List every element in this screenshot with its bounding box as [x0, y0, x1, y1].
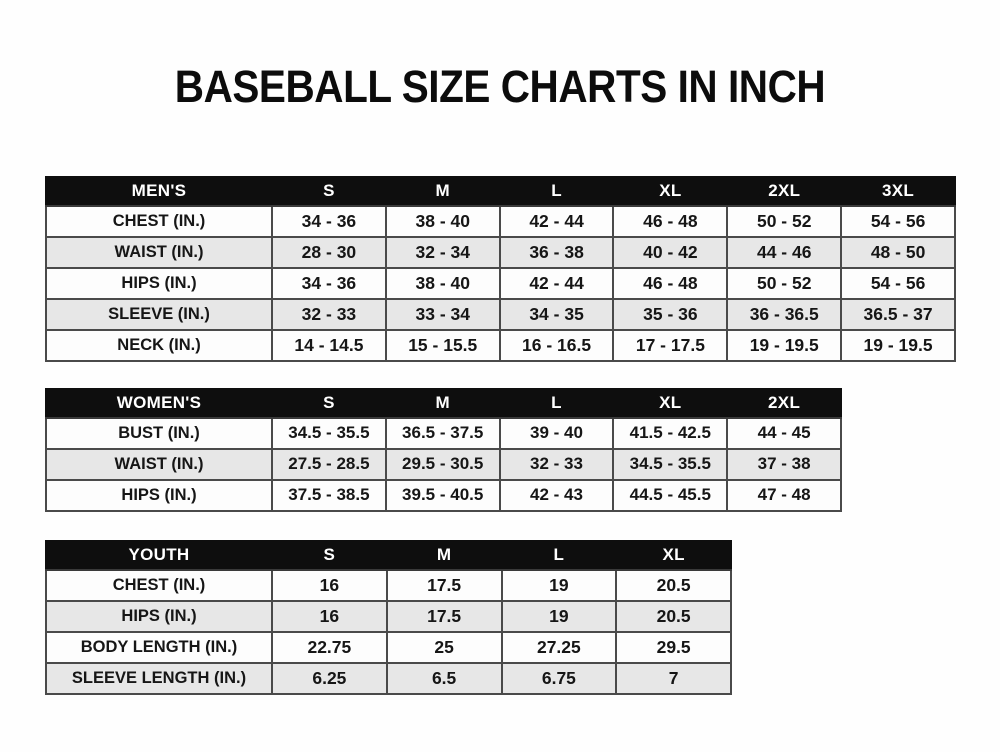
table-row	[46, 601, 731, 632]
row-label: CHEST (IN.)	[46, 206, 272, 237]
size-table-mens	[45, 176, 956, 362]
size-cell: 17.5	[387, 601, 502, 632]
size-cell: 22.75	[272, 632, 387, 663]
size-cell: 44.5 - 45.5	[613, 480, 727, 511]
row-label: BUST (IN.)	[46, 418, 272, 449]
size-cell: 19	[502, 601, 617, 632]
table-row	[46, 237, 955, 268]
column-header: S	[272, 177, 386, 206]
size-cell: 32 - 33	[272, 299, 386, 330]
size-cell: 40 - 42	[613, 237, 727, 268]
table-row	[46, 480, 841, 511]
column-header: M	[386, 389, 500, 418]
size-cell: 37 - 38	[727, 449, 841, 480]
table-row	[46, 449, 841, 480]
header-row	[46, 389, 841, 418]
row-label: HIPS (IN.)	[46, 268, 272, 299]
table-row	[46, 206, 955, 237]
size-cell: 16 - 16.5	[500, 330, 614, 361]
size-cell: 46 - 48	[613, 268, 727, 299]
size-cell: 36.5 - 37	[841, 299, 955, 330]
table-title-cell: MEN'S	[46, 177, 272, 206]
row-label: SLEEVE LENGTH (IN.)	[46, 663, 272, 694]
size-cell: 38 - 40	[386, 268, 500, 299]
size-cell: 42 - 44	[500, 206, 614, 237]
size-cell: 29.5	[616, 632, 731, 663]
size-chart-mens	[45, 176, 1000, 362]
row-label: HIPS (IN.)	[46, 601, 272, 632]
size-cell: 35 - 36	[613, 299, 727, 330]
size-cell: 42 - 44	[500, 268, 614, 299]
table-row	[46, 418, 841, 449]
table-row	[46, 632, 731, 663]
size-cell: 6.75	[502, 663, 617, 694]
size-cell: 19	[502, 570, 617, 601]
row-label: CHEST (IN.)	[46, 570, 272, 601]
row-label: WAIST (IN.)	[46, 449, 272, 480]
size-cell: 36 - 36.5	[727, 299, 841, 330]
size-cell: 27.5 - 28.5	[272, 449, 386, 480]
column-header: M	[386, 177, 500, 206]
size-cell: 32 - 33	[500, 449, 614, 480]
column-header: L	[502, 541, 617, 570]
column-header: 2XL	[727, 389, 841, 418]
table-row	[46, 268, 955, 299]
size-cell: 54 - 56	[841, 268, 955, 299]
size-cell: 34.5 - 35.5	[272, 418, 386, 449]
size-cell: 29.5 - 30.5	[386, 449, 500, 480]
size-cell: 32 - 34	[386, 237, 500, 268]
size-cell: 36 - 38	[500, 237, 614, 268]
size-cell: 6.5	[387, 663, 502, 694]
size-cell: 44 - 46	[727, 237, 841, 268]
size-cell: 54 - 56	[841, 206, 955, 237]
size-cell: 50 - 52	[727, 268, 841, 299]
table-row	[46, 570, 731, 601]
size-cell: 38 - 40	[386, 206, 500, 237]
size-chart-womens	[45, 388, 1000, 512]
table-row	[46, 299, 955, 330]
size-cell: 16	[272, 601, 387, 632]
column-header: 2XL	[727, 177, 841, 206]
size-cell: 14 - 14.5	[272, 330, 386, 361]
size-cell: 34.5 - 35.5	[613, 449, 727, 480]
size-cell: 41.5 - 42.5	[613, 418, 727, 449]
size-cell: 15 - 15.5	[386, 330, 500, 361]
column-header: M	[387, 541, 502, 570]
size-cell: 6.25	[272, 663, 387, 694]
size-table-womens	[45, 388, 842, 512]
size-table-youth	[45, 540, 732, 695]
size-cell: 17.5	[387, 570, 502, 601]
size-cell: 46 - 48	[613, 206, 727, 237]
size-cell: 39 - 40	[500, 418, 614, 449]
size-cell: 16	[272, 570, 387, 601]
size-cell: 19 - 19.5	[727, 330, 841, 361]
size-cell: 33 - 34	[386, 299, 500, 330]
table-row	[46, 330, 955, 361]
size-cell: 7	[616, 663, 731, 694]
size-cell: 28 - 30	[272, 237, 386, 268]
table-title-cell: WOMEN'S	[46, 389, 272, 418]
size-cell: 27.25	[502, 632, 617, 663]
size-cell: 19 - 19.5	[841, 330, 955, 361]
size-cell: 47 - 48	[727, 480, 841, 511]
size-cell: 48 - 50	[841, 237, 955, 268]
size-cell: 34 - 36	[272, 206, 386, 237]
size-cell: 25	[387, 632, 502, 663]
size-cell: 20.5	[616, 570, 731, 601]
column-header: S	[272, 389, 386, 418]
table-title-cell: YOUTH	[46, 541, 272, 570]
column-header: L	[500, 389, 614, 418]
column-header: 3XL	[841, 177, 955, 206]
size-cell: 17 - 17.5	[613, 330, 727, 361]
column-header: XL	[616, 541, 731, 570]
size-cell: 50 - 52	[727, 206, 841, 237]
row-label: HIPS (IN.)	[46, 480, 272, 511]
row-label: BODY LENGTH (IN.)	[46, 632, 272, 663]
size-cell: 34 - 35	[500, 299, 614, 330]
column-header: L	[500, 177, 614, 206]
column-header: S	[272, 541, 387, 570]
size-cell: 36.5 - 37.5	[386, 418, 500, 449]
size-chart-youth	[45, 540, 1000, 695]
size-cell: 34 - 36	[272, 268, 386, 299]
row-label: WAIST (IN.)	[46, 237, 272, 268]
size-cell: 39.5 - 40.5	[386, 480, 500, 511]
column-header: XL	[613, 177, 727, 206]
size-cell: 44 - 45	[727, 418, 841, 449]
row-label: NECK (IN.)	[46, 330, 272, 361]
header-row	[46, 177, 955, 206]
size-cell: 42 - 43	[500, 480, 614, 511]
row-label: SLEEVE (IN.)	[46, 299, 272, 330]
column-header: XL	[613, 389, 727, 418]
size-cell: 20.5	[616, 601, 731, 632]
page-title: BASEBALL SIZE CHARTS IN INCH	[174, 61, 826, 112]
header-row	[46, 541, 731, 570]
table-row	[46, 663, 731, 694]
size-cell: 37.5 - 38.5	[272, 480, 386, 511]
